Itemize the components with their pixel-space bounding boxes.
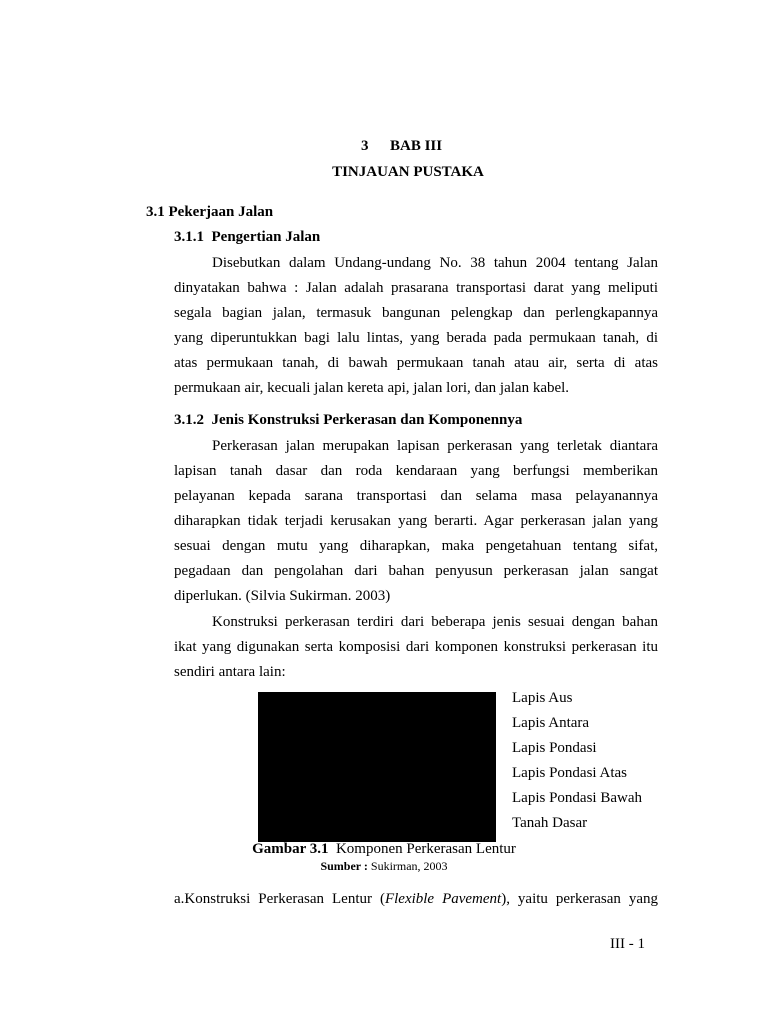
paragraph-line: dinyatakan bahwa : Jalan adalah prasarana transportasi darat yang meliputi <box>174 280 658 296</box>
layer-label: Lapis Aus <box>512 690 573 706</box>
layer-label: Lapis Pondasi Atas <box>512 765 627 781</box>
layer-label: Lapis Pondasi Bawah <box>512 790 642 806</box>
paragraph-line: diharapkan tidak terjadi kerusakan yang berarti. Agar perkerasan jalan yang <box>174 513 658 529</box>
paragraph-line: pegadaan dan pengolahan dari bahan penyusun perkerasan jalan sangat <box>174 563 658 579</box>
paragraph-line: diperlukan. (Silvia Sukirman. 2003) <box>174 588 391 604</box>
paragraph-line: sesuai dengan mutu yang diharapkan, maka pengetahuan tentang sifat, <box>174 538 658 554</box>
figure-source-text: Sukirman, 2003 <box>370 859 448 873</box>
paragraph-line: segala bagian jalan, termasuk bangunan pelengkap dan perlengkapannya <box>174 305 658 321</box>
figure-source-label: Sumber : <box>320 859 368 873</box>
paragraph-line: ikat yang digunakan serta komposisi dari komponen konstruksi perkerasan itu <box>174 639 658 655</box>
list-item-a-suffix: ), yaitu perkerasan yang <box>501 891 658 907</box>
layer-label: Tanah Dasar <box>512 815 588 831</box>
chapter-number: 3 <box>361 138 369 154</box>
figure-caption-text: Komponen Perkerasan Lentur <box>335 841 516 857</box>
paragraph-line: sendiri antara lain: <box>174 664 286 680</box>
list-item-a-term: Flexible Pavement <box>384 891 502 907</box>
section-heading-3-1-2: 3.1.2 Jenis Konstruksi Perkerasan dan Komponennya <box>174 412 523 428</box>
paragraph-line: Disebutkan dalam Undang-undang No. 38 tahun 2004 tentang Jalan <box>212 255 658 271</box>
list-item-a-prefix: a.Konstruksi Perkerasan Lentur ( <box>174 891 385 907</box>
paragraph-line: Konstruksi perkerasan terdiri dari beberapa jenis sesuai dengan bahan <box>212 614 658 630</box>
chapter-title: TINJAUAN PUSTAKA <box>332 164 484 180</box>
paragraph-line: permukaan air, kecuali jalan kereta api, jalan lori, dan jalan kabel. <box>174 380 570 396</box>
figure-source <box>258 859 510 874</box>
page-number: III - 1 <box>610 936 645 952</box>
paragraph-line: pelayanan kepada sarana transportasi dan selama masa pelayanannya <box>174 488 658 504</box>
paragraph-line: Perkerasan jalan merupakan lapisan perkerasan yang terletak diantara <box>212 438 658 454</box>
layer-label: Lapis Antara <box>512 715 590 731</box>
paragraph-line: lapisan tanah dasar dan roda kendaraan yang berfungsi memberikan <box>174 463 658 479</box>
paragraph-line: atas permukaan tanah, di bawah permukaan tanah atau air, serta di atas <box>174 355 658 371</box>
list-item-a <box>174 890 658 908</box>
layer-label: Lapis Pondasi <box>512 740 597 756</box>
figure-caption-label: Gambar 3.1 <box>252 841 329 857</box>
chapter-label: BAB III <box>390 138 443 154</box>
section-heading-3-1: 3.1 Pekerjaan Jalan <box>146 204 274 220</box>
section-heading-3-1-1: 3.1.1 Pengertian Jalan <box>174 229 321 245</box>
figure-caption <box>216 840 552 858</box>
paragraph-line: yang diperuntukkan bagi lalu lintas, yang berada pada permukaan tanah, di <box>174 330 658 346</box>
pavement-layers-figure <box>258 692 496 842</box>
